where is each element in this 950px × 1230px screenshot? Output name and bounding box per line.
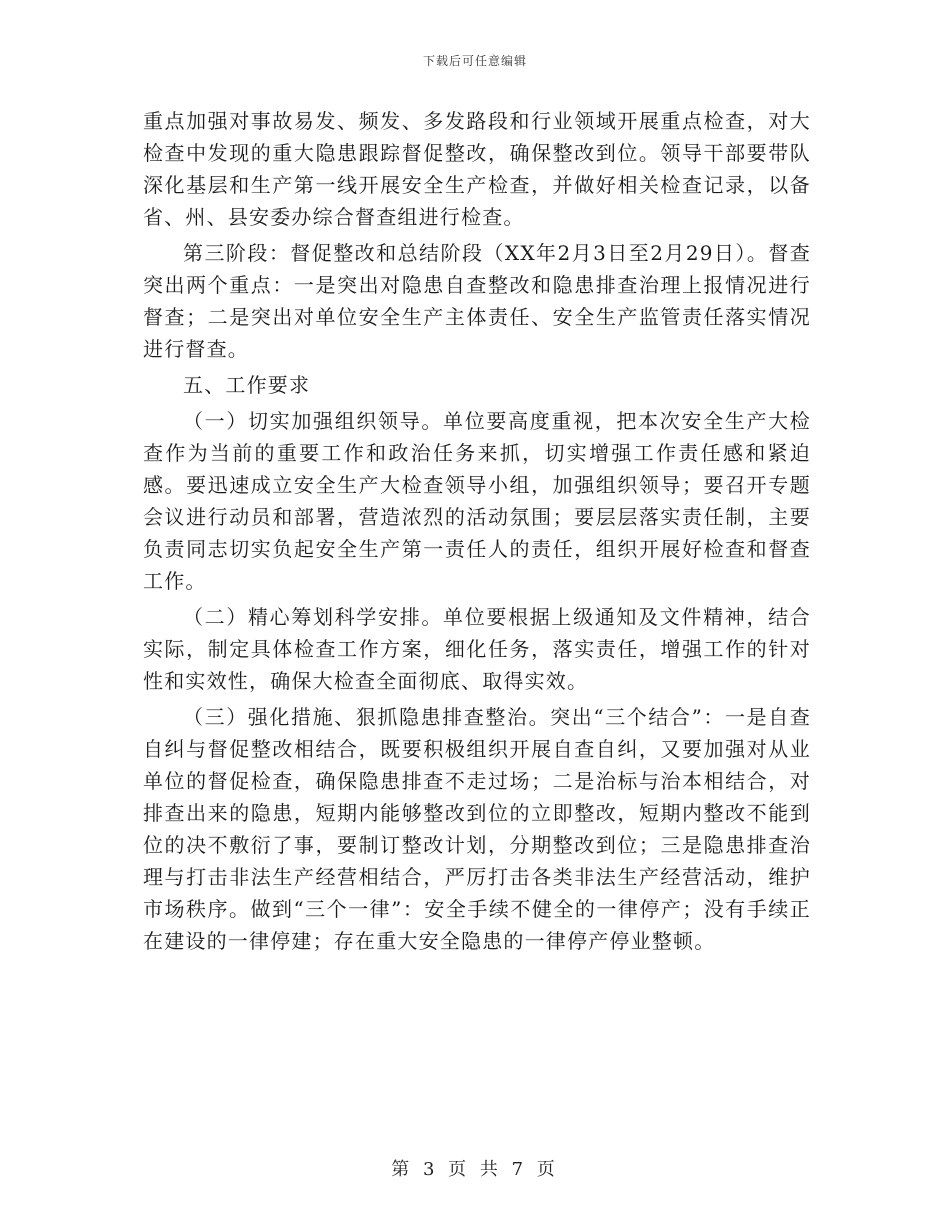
section-heading-work-requirements: 五、工作要求 bbox=[183, 373, 311, 397]
paragraph-requirement-3: （三）强化措施、狠抓隐患排查整治。突出“三个结合”：一是自查自纠与督促整改相结合，既要积极组织开展自查自纠，又要加强对从业单位的督促检查，确保隐患排查不走过场；二是治标与治本相结合，对排查出来的隐患，短期内能够整改到位的立即整改，短期内整改不能到位的决不敷衍了事，要制订整改计划，分期整改到位；三是隐患排查治理与打击非法生产经营相结合，严厉打击各类非法生产经营活动，维护市场秩序。做到“三个一律”：安全手续不健全的一律停产；没有手续正在建设的一律停建；存在重大安全隐患的一律停产停业整顿。 bbox=[143, 705, 811, 953]
page-number: 第 3 页 共 7 页 bbox=[391, 1159, 559, 1180]
document-body bbox=[143, 105, 811, 957]
paragraph-phase-three: 第三阶段：督促整改和总结阶段（XX年2月3日至2月29日）。督查突出两个重点：一是突出对隐患自查整改和隐患排查治理上报情况进行督查；二是突出对单位安全生产主体责任、安全生产监管责任落实情况进行督查。 bbox=[143, 241, 811, 361]
paragraph-requirement-1: （一）切实加强组织领导。单位要高度重视，把本次安全生产大检查作为当前的重要工作和政治任务来抓，切实增强工作责任感和紧迫感。要迅速成立安全生产大检查领导小组，加强组织领导；要召开专题会议进行动员和部署，营造浓烈的活动氛围；要层层落实责任制，主要负责同志切实负起安全生产第一责任人的责任，组织开展好检查和督查工作。 bbox=[143, 409, 811, 593]
paragraph-continued: 重点加强对事故易发、频发、多发路段和行业领域开展重点检查，对大检查中发现的重大隐患跟踪督促整改，确保整改到位。领导干部要带队深化基层和生产第一线开展安全生产检查，并做好相关检查记录，以备省、州、县安委办综合督查组进行检查。 bbox=[143, 109, 811, 229]
header-note: 下载后可任意编辑 bbox=[422, 54, 527, 68]
paragraph-requirement-2: （二）精心筹划科学安排。单位要根据上级通知及文件精神，结合实际，制定具体检查工作方案，细化任务，落实责任，增强工作的针对性和实效性，确保大检查全面彻底、取得实效。 bbox=[143, 605, 811, 693]
